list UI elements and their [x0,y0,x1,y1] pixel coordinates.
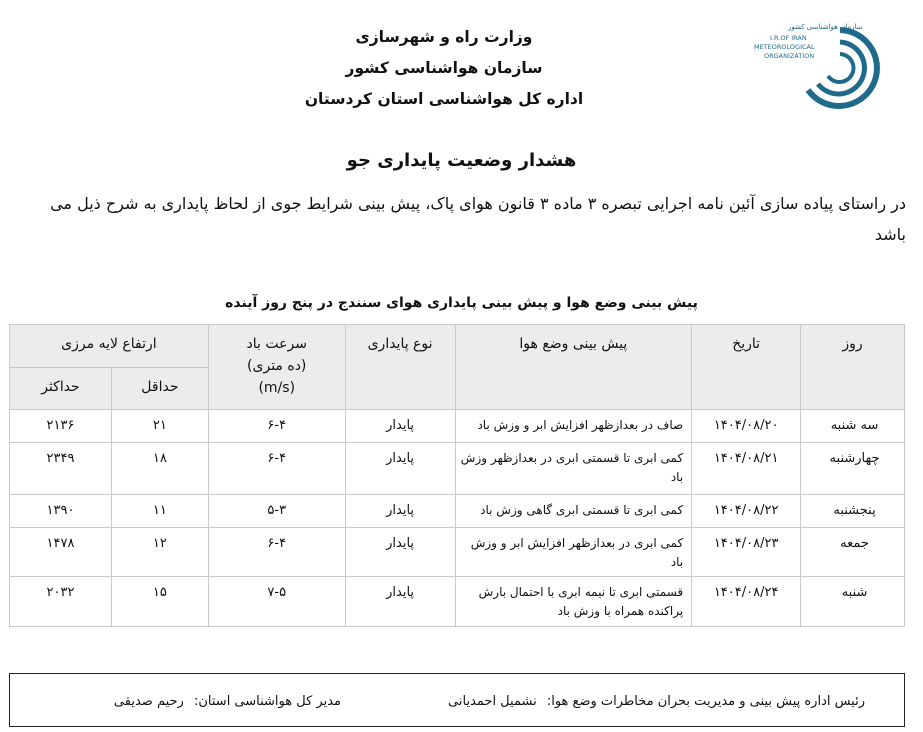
header-wind-line2: (ده متری) [247,358,307,374]
cell-wind: ۶-۴ [208,410,345,443]
cell-max: ۱۳۹۰ [10,495,112,528]
table-row [10,410,905,443]
cell-date: ۱۴۰۴/۰۸/۲۴ [692,577,801,627]
header-min: حداقل [111,368,208,410]
cell-day: چهارشنبه [801,443,905,495]
cell-min: ۱۲ [111,528,208,577]
cell-forecast: کمی ابری در بعدازظهر افزایش ابر و وزش باد [455,528,692,577]
cell-min: ۱۵ [111,577,208,627]
cell-forecast: کمی ابری تا قسمتی ابری گاهی وزش باد [455,495,692,528]
forecast-head-signature [448,694,865,709]
cell-max: ۱۴۷۸ [10,528,112,577]
cell-day: جمعه [801,528,905,577]
forecast-head-role: رئیس اداره پیش بینی و مدیریت بحران مخاطرات وضع هوا: [546,694,865,709]
cell-wind: ۶-۴ [208,443,345,495]
header-wind-line3: (m/s) [258,380,296,396]
director-signature [114,694,341,709]
cell-min: ۱۸ [111,443,208,495]
header-date: تاریخ [692,325,801,410]
ministry-name: وزارت راه و شهرسازی [355,28,533,46]
cell-forecast: قسمتی ابری تا نیمه ابری با احتمال بارش پراکنده همراه با وزش باد [455,577,692,627]
cell-max: ۲۰۳۲ [10,577,112,627]
director-role: مدیر کل هواشناسی استان: [193,694,341,709]
cell-wind: ۶-۴ [208,528,345,577]
meteorological-organization-logo [752,18,892,118]
cell-date: ۱۴۰۴/۰۸/۲۲ [692,495,801,528]
cell-day: پنجشنبه [801,495,905,528]
cell-forecast: صاف در بعدازظهر افزایش ابر و وزش باد [455,410,692,443]
signature-box [9,673,905,727]
cell-date: ۱۴۰۴/۰۸/۲۱ [692,443,801,495]
cell-stability: پایدار [345,577,455,627]
header-day: روز [801,325,905,410]
department-name: اداره کل هواشناسی استان کردستان [304,90,584,108]
cell-day: شنبه [801,577,905,627]
forecast-head-name: نشمیل احمدیانی [448,694,537,709]
cell-stability: پایدار [345,528,455,577]
header-wind-line1: سرعت باد [246,336,307,352]
table-row [10,443,905,495]
alert-title: هشدار وضعیت پایداری جو [346,150,577,171]
cell-wind: ۷-۵ [208,577,345,627]
logo-en-line1: I.R.OF IRAN [770,34,807,42]
header-boundary-layer: ارتفاع لایه مرزی [10,325,209,368]
table-row [10,528,905,577]
logo-persian-text: سازمان هواشناسی کشور [788,23,863,31]
cell-forecast: کمی ابری تا قسمتی ابری در بعدازظهر وزش باد [455,443,692,495]
cell-date: ۱۴۰۴/۰۸/۲۰ [692,410,801,443]
cell-wind: ۵-۳ [208,495,345,528]
table-row [10,577,905,627]
header-wind-speed [208,325,345,410]
logo-en-line3: ORGANIZATION [764,52,815,60]
header-forecast: پیش بینی وضع هوا [455,325,692,410]
cell-min: ۱۱ [111,495,208,528]
table-title: پیش بینی وضع هوا و پیش بینی پایداری هوای سنندج در پنج روز آینده [225,295,698,311]
cell-stability: پایدار [345,495,455,528]
cell-stability: پایدار [345,443,455,495]
organization-name: سازمان هواشناسی کشور [345,59,543,77]
cell-min: ۲۱ [111,410,208,443]
cell-day: سه شنبه [801,410,905,443]
cell-max: ۲۱۳۶ [10,410,112,443]
logo-en-line2: METEOROLOGICAL [754,43,815,51]
director-name: رحیم صدیقی [113,694,184,709]
intro-paragraph: در راستای پیاده سازی آئین نامه اجرایی تبصره ۳ ماده ۳ قانون هوای پاک، پیش بینی شرایط جوی از لحاظ پایداری به شرح ذیل می باشد [50,194,906,244]
header-stability: نوع پایداری [345,325,455,410]
cell-stability: پایدار [345,410,455,443]
forecast-table [9,324,905,627]
cell-date: ۱۴۰۴/۰۸/۲۳ [692,528,801,577]
table-row [10,495,905,528]
cell-max: ۲۳۴۹ [10,443,112,495]
header-max: حداکثر [10,368,112,410]
